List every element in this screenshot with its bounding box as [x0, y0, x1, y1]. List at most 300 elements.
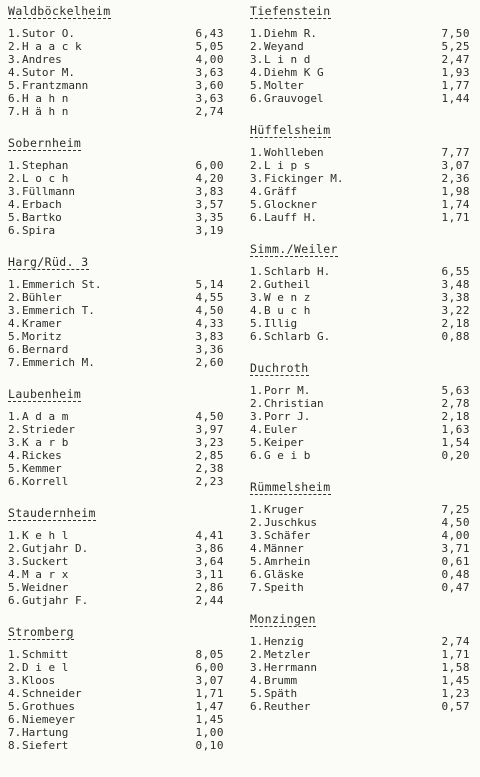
player-name: Gutjahr F. — [22, 594, 89, 607]
player-name: M a r x — [22, 568, 69, 581]
player-row — [8, 555, 226, 568]
player-rank: 3. — [8, 555, 22, 568]
player-rank: 2. — [8, 423, 22, 436]
player-name: Sutor M. — [22, 66, 75, 79]
player-name: Molter — [264, 79, 304, 92]
player-name: H ä h n — [22, 105, 69, 118]
player-rank: 3. — [8, 436, 22, 449]
player-name: Hartung — [22, 726, 69, 739]
player-row — [250, 304, 472, 317]
player-name: Juschkus — [264, 516, 317, 529]
player-name: Emmerich St. — [22, 278, 102, 291]
player-rank: 3. — [250, 291, 264, 304]
player-rank: 1. — [8, 27, 22, 40]
team-title: Hüffelsheim — [250, 123, 331, 137]
team-block-monzingen — [250, 608, 472, 713]
player-row — [8, 462, 226, 475]
player-score: 2,85 — [195, 449, 224, 462]
player-rank: 4. — [8, 317, 22, 330]
player-score: 3,22 — [441, 304, 470, 317]
player-rank: 7. — [8, 726, 22, 739]
player-name: Emmerich T. — [22, 304, 95, 317]
player-row — [8, 542, 226, 555]
player-score: 2,18 — [441, 410, 470, 423]
player-name: Stephan — [22, 159, 69, 172]
player-score: 3,36 — [195, 343, 224, 356]
player-score: 8,05 — [195, 648, 224, 661]
player-row — [250, 581, 472, 594]
player-score: 3,07 — [441, 159, 470, 172]
player-score: 0,10 — [195, 739, 224, 752]
player-score: 3,71 — [441, 542, 470, 555]
player-rank: 3. — [250, 410, 264, 423]
team-block-sobernheim — [8, 132, 226, 237]
player-name: Korrell — [22, 475, 69, 488]
player-rank: 3. — [250, 53, 264, 66]
player-name: Reuther — [264, 700, 311, 713]
player-rank: 6. — [8, 343, 22, 356]
player-score: 3,86 — [195, 542, 224, 555]
player-score: 1,54 — [441, 436, 470, 449]
player-name: Schmitt — [22, 648, 69, 661]
player-name: W e n z — [264, 291, 311, 304]
player-score: 7,25 — [441, 503, 470, 516]
player-rank: 4. — [250, 542, 264, 555]
player-score: 3,83 — [195, 330, 224, 343]
player-score: 4,55 — [195, 291, 224, 304]
player-name: Schäfer — [264, 529, 311, 542]
player-row — [250, 700, 472, 713]
player-rank: 6. — [8, 475, 22, 488]
player-rank: 5. — [8, 79, 22, 92]
player-name: Schneider — [22, 687, 82, 700]
player-row — [250, 53, 472, 66]
player-name: Emmerich M. — [22, 356, 95, 369]
player-name: Gräff — [264, 185, 298, 198]
player-row — [8, 224, 226, 237]
player-score: 0,48 — [441, 568, 470, 581]
player-rank: 4. — [250, 185, 264, 198]
player-score: 1,98 — [441, 185, 470, 198]
player-rank: 4. — [8, 66, 22, 79]
team-title: Waldböckelheim — [8, 4, 111, 18]
player-score: 5,63 — [441, 384, 470, 397]
player-row — [8, 436, 226, 449]
player-name: Bernard — [22, 343, 69, 356]
player-score: 3,23 — [195, 436, 224, 449]
player-score: 1,45 — [195, 713, 224, 726]
player-row — [250, 92, 472, 105]
player-rank: 2. — [250, 648, 264, 661]
player-name: Diehm R. — [264, 27, 317, 40]
player-rank: 4. — [250, 674, 264, 687]
player-rank: 3. — [8, 185, 22, 198]
team-title: Rümmelsheim — [250, 480, 331, 494]
player-rank: 1. — [250, 27, 264, 40]
player-score: 2,38 — [195, 462, 224, 475]
player-name: Suckert — [22, 555, 69, 568]
player-row — [8, 449, 226, 462]
player-score: 7,50 — [441, 27, 470, 40]
player-score: 2,36 — [441, 172, 470, 185]
player-name: Bartko — [22, 211, 62, 224]
left-column — [8, 0, 226, 766]
player-rank: 2. — [250, 278, 264, 291]
player-row — [8, 211, 226, 224]
player-row — [250, 516, 472, 529]
team-block-rummelsheim — [250, 476, 472, 594]
player-row — [8, 529, 226, 542]
player-score: 6,00 — [195, 159, 224, 172]
player-row — [250, 198, 472, 211]
player-score: 2,86 — [195, 581, 224, 594]
player-row — [250, 674, 472, 687]
player-name: Fickinger M. — [264, 172, 344, 185]
player-score: 4,50 — [195, 410, 224, 423]
team-block-huffelsheim — [250, 119, 472, 224]
player-rank: 4. — [8, 449, 22, 462]
player-row — [250, 503, 472, 516]
player-rank: 2. — [8, 172, 22, 185]
player-row — [8, 739, 226, 752]
player-row — [250, 423, 472, 436]
player-name: Andres — [22, 53, 62, 66]
player-score: 2,23 — [195, 475, 224, 488]
player-row — [8, 27, 226, 40]
player-name: Keiper — [264, 436, 304, 449]
player-score: 3,83 — [195, 185, 224, 198]
player-name: H a h n — [22, 92, 69, 105]
player-row — [8, 343, 226, 356]
player-rank: 6. — [250, 700, 264, 713]
player-score: 4,41 — [195, 529, 224, 542]
player-row — [8, 105, 226, 118]
player-row — [8, 330, 226, 343]
team-title: Harg/Rüd. 3 — [8, 255, 89, 269]
team-title: Simm./Weiler — [250, 242, 338, 256]
team-block-simm-weiler — [250, 238, 472, 343]
player-rank: 1. — [250, 503, 264, 516]
player-name: Grauvogel — [264, 92, 324, 105]
player-name: Illig — [264, 317, 298, 330]
player-score: 2,74 — [195, 105, 224, 118]
player-score: 5,05 — [195, 40, 224, 53]
player-row — [250, 397, 472, 410]
player-score: 3,48 — [441, 278, 470, 291]
player-name: Siefert — [22, 739, 69, 752]
player-rank: 4. — [250, 66, 264, 79]
player-name: Rickes — [22, 449, 62, 462]
player-name: Sutor O. — [22, 27, 75, 40]
team-block-waldbockelheim — [8, 0, 226, 118]
player-score: 4,00 — [195, 53, 224, 66]
player-score: 1,00 — [195, 726, 224, 739]
team-title: Stromberg — [8, 625, 74, 639]
player-name: A d a m — [22, 410, 69, 423]
player-score: 2,74 — [441, 635, 470, 648]
player-rank: 1. — [250, 384, 264, 397]
player-score: 1,74 — [441, 198, 470, 211]
player-rank: 6. — [8, 713, 22, 726]
player-name: Füllmann — [22, 185, 75, 198]
player-name: K e h l — [22, 529, 69, 542]
player-name: Lauff H. — [264, 211, 317, 224]
player-name: Spira — [22, 224, 56, 237]
player-score: 0,20 — [441, 449, 470, 462]
player-row — [250, 635, 472, 648]
player-rank: 3. — [8, 304, 22, 317]
player-row — [250, 79, 472, 92]
player-score: 1,71 — [441, 648, 470, 661]
player-score: 1,71 — [195, 687, 224, 700]
player-row — [8, 594, 226, 607]
player-rank: 1. — [8, 529, 22, 542]
player-row — [250, 436, 472, 449]
player-rank: 2. — [250, 40, 264, 53]
player-name: Späth — [264, 687, 298, 700]
player-name: Bühler — [22, 291, 62, 304]
player-name: L i n d — [264, 53, 311, 66]
player-rank: 3. — [8, 53, 22, 66]
player-row — [8, 356, 226, 369]
player-rank: 6. — [250, 449, 264, 462]
player-rank: 5. — [8, 330, 22, 343]
player-row — [250, 542, 472, 555]
player-name: Brumm — [264, 674, 298, 687]
player-row — [250, 687, 472, 700]
player-row — [8, 700, 226, 713]
player-score: 1,71 — [441, 211, 470, 224]
player-name: Glockner — [264, 198, 317, 211]
player-rank: 3. — [8, 674, 22, 687]
player-rank: 6. — [8, 224, 22, 237]
player-score: 2,47 — [441, 53, 470, 66]
player-row — [250, 159, 472, 172]
player-name: Porr J. — [264, 410, 311, 423]
player-score: 0,88 — [441, 330, 470, 343]
player-row — [8, 581, 226, 594]
team-title: Monzingen — [250, 612, 316, 626]
player-rank: 4. — [8, 198, 22, 211]
player-rank: 3. — [250, 172, 264, 185]
player-row — [8, 66, 226, 79]
player-row — [250, 146, 472, 159]
player-row — [250, 317, 472, 330]
player-name: Schlarb G. — [264, 330, 331, 343]
player-rank: 3. — [250, 661, 264, 674]
player-rank: 5. — [8, 211, 22, 224]
player-rank: 2. — [8, 291, 22, 304]
player-row — [250, 529, 472, 542]
team-title: Duchroth — [250, 361, 309, 375]
player-row — [250, 648, 472, 661]
player-rank: 5. — [250, 555, 264, 568]
player-rank: 8. — [8, 739, 22, 752]
player-name: Porr M. — [264, 384, 311, 397]
player-row — [8, 687, 226, 700]
player-rank: 4. — [8, 687, 22, 700]
player-score: 3,57 — [195, 198, 224, 211]
player-rank: 2. — [250, 516, 264, 529]
player-row — [8, 726, 226, 739]
player-row — [8, 475, 226, 488]
player-name: Moritz — [22, 330, 62, 343]
player-score: 5,14 — [195, 278, 224, 291]
player-rank: 5. — [250, 79, 264, 92]
player-name: Henzig — [264, 635, 304, 648]
player-score: 2,44 — [195, 594, 224, 607]
player-rank: 1. — [250, 635, 264, 648]
player-rank: 5. — [8, 462, 22, 475]
player-rank: 5. — [8, 700, 22, 713]
player-name: Amrhein — [264, 555, 311, 568]
player-score: 3,97 — [195, 423, 224, 436]
player-score: 2,60 — [195, 356, 224, 369]
player-score: 1,44 — [441, 92, 470, 105]
player-name: Frantzmann — [22, 79, 89, 92]
player-score: 4,20 — [195, 172, 224, 185]
player-row — [8, 40, 226, 53]
player-row — [8, 79, 226, 92]
player-name: Gutjahr D. — [22, 542, 89, 555]
player-row — [8, 92, 226, 105]
player-name: Schlarb H. — [264, 265, 331, 278]
player-name: G e i b — [264, 449, 311, 462]
team-title: Sobernheim — [8, 136, 82, 150]
player-rank: 5. — [250, 687, 264, 700]
player-row — [8, 159, 226, 172]
player-score: 6,00 — [195, 661, 224, 674]
player-name: Euler — [264, 423, 298, 436]
player-score: 3,60 — [195, 79, 224, 92]
player-row — [250, 172, 472, 185]
player-score: 4,33 — [195, 317, 224, 330]
team-title: Tiefenstein — [250, 4, 331, 18]
player-rank: 6. — [250, 330, 264, 343]
player-score: 1,23 — [441, 687, 470, 700]
player-rank: 3. — [250, 529, 264, 542]
player-row — [8, 317, 226, 330]
team-block-tiefenstein — [250, 0, 472, 105]
player-row — [8, 53, 226, 66]
player-row — [8, 568, 226, 581]
player-rank: 7. — [250, 581, 264, 594]
player-rank: 6. — [250, 92, 264, 105]
player-row — [250, 211, 472, 224]
player-name: B u c h — [264, 304, 311, 317]
player-score: 0,61 — [441, 555, 470, 568]
player-row — [250, 410, 472, 423]
player-name: L i p s — [264, 159, 311, 172]
player-name: Metzler — [264, 648, 311, 661]
player-row — [8, 648, 226, 661]
player-score: 1,93 — [441, 66, 470, 79]
player-name: Niemeyer — [22, 713, 75, 726]
player-score: 1,47 — [195, 700, 224, 713]
player-name: H a a c k — [22, 40, 82, 53]
player-row — [8, 423, 226, 436]
player-rank: 1. — [250, 146, 264, 159]
player-row — [250, 449, 472, 462]
player-name: Strieder — [22, 423, 75, 436]
player-rank: 1. — [8, 159, 22, 172]
player-score: 3,07 — [195, 674, 224, 687]
player-row — [8, 674, 226, 687]
player-rank: 4. — [250, 304, 264, 317]
player-row — [250, 27, 472, 40]
player-rank: 6. — [8, 92, 22, 105]
player-score: 5,25 — [441, 40, 470, 53]
player-score: 1,63 — [441, 423, 470, 436]
player-rank: 4. — [250, 423, 264, 436]
player-rank: 5. — [250, 198, 264, 211]
team-title: Staudernheim — [8, 506, 96, 520]
player-score: 3,63 — [195, 66, 224, 79]
player-name: Christian — [264, 397, 324, 410]
player-score: 6,55 — [441, 265, 470, 278]
player-row — [250, 278, 472, 291]
player-score: 4,00 — [441, 529, 470, 542]
player-score: 3,64 — [195, 555, 224, 568]
player-row — [250, 66, 472, 79]
player-rank: 6. — [8, 594, 22, 607]
player-score: 7,77 — [441, 146, 470, 159]
player-row — [250, 555, 472, 568]
player-row — [8, 304, 226, 317]
player-name: Kloos — [22, 674, 56, 687]
player-score: 3,19 — [195, 224, 224, 237]
player-rank: 5. — [250, 317, 264, 330]
player-name: Speith — [264, 581, 304, 594]
player-rank: 1. — [250, 265, 264, 278]
player-score: 1,77 — [441, 79, 470, 92]
player-row — [250, 265, 472, 278]
player-name: Kemmer — [22, 462, 62, 475]
right-column — [250, 0, 472, 727]
team-title: Laubenheim — [8, 387, 82, 401]
player-score: 4,50 — [441, 516, 470, 529]
player-name: Weyand — [264, 40, 304, 53]
player-name: Herrmann — [264, 661, 317, 674]
player-row — [250, 40, 472, 53]
team-block-laubenheim — [8, 383, 226, 488]
player-row — [250, 661, 472, 674]
player-row — [8, 185, 226, 198]
player-rank: 2. — [250, 159, 264, 172]
player-name: L o c h — [22, 172, 69, 185]
player-name: K a r b — [22, 436, 69, 449]
player-rank: 2. — [8, 661, 22, 674]
player-rank: 6. — [250, 568, 264, 581]
player-score: 1,58 — [441, 661, 470, 674]
player-row — [250, 330, 472, 343]
player-row — [8, 410, 226, 423]
player-row — [8, 278, 226, 291]
player-rank: 6. — [250, 211, 264, 224]
player-name: Gläske — [264, 568, 304, 581]
player-score: 1,45 — [441, 674, 470, 687]
player-score: 3,63 — [195, 92, 224, 105]
team-block-stromberg — [8, 621, 226, 752]
player-score: 0,47 — [441, 581, 470, 594]
player-rank: 2. — [250, 397, 264, 410]
player-name: Gutheil — [264, 278, 311, 291]
player-score: 0,57 — [441, 700, 470, 713]
player-score: 3,35 — [195, 211, 224, 224]
player-row — [8, 713, 226, 726]
player-row — [250, 185, 472, 198]
player-rank: 7. — [8, 356, 22, 369]
